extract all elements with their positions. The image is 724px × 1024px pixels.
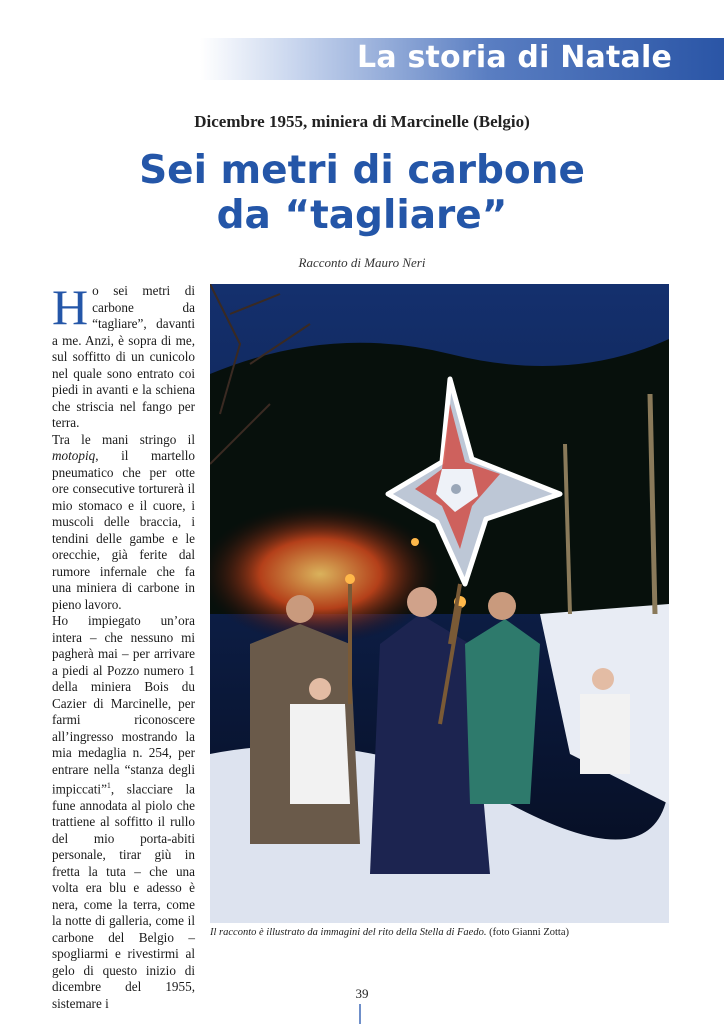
photo-caption xyxy=(210,927,680,938)
section-banner xyxy=(200,38,724,80)
article-kicker: Dicembre 1955, miniera di Marcinelle (Belgio) xyxy=(194,112,530,131)
paragraph-2 xyxy=(52,432,195,614)
paragraph-2-italic: motopiq xyxy=(52,448,96,463)
paragraph-3 xyxy=(52,613,195,1012)
paragraph-2-text-a: Tra le mani stringo il xyxy=(52,431,195,447)
paragraph-1 xyxy=(52,279,195,432)
footnote-marker: 1 xyxy=(106,781,111,790)
headline-line-2: da “tagliare” xyxy=(216,193,508,238)
article-headline xyxy=(0,148,724,238)
bonfire-glow xyxy=(210,504,440,644)
article-body xyxy=(52,279,195,1012)
drop-cap: H xyxy=(52,279,89,335)
paragraph-1-text: o sei metri di carbone da “tagliare”, davanti a me. Anzi, è sopra di me, sul soffitto di un cunicolo nel quale sono entrato coi piedi in avanti e la schiena che striscia nel fango per terra. xyxy=(52,283,195,430)
article-photo xyxy=(210,284,669,923)
caption-credit: (foto Gianni Zotta) xyxy=(489,927,570,938)
paragraph-3-text-a: Ho impiegato un’ora intera – che nessuno mi pagherà mai – per arrivare a piedi al Pozzo numero 1 della miniera Bois du Cazier di Marcinelle, per farmi riconoscere all’ingresso mostrando la mia medaglia n. 254, per entrare nella “stanza degli impiccati” xyxy=(52,613,195,797)
headline-line-1: Sei metri di carbone xyxy=(139,148,585,193)
paragraph-2-text-b: , il martello pneumatico che per otte ore consecutive torturerà il mio stomaco e il cuore, i muscoli delle braccia, i tendini delle gambe e le orecchie, già ferite dal rumore infernale che fa una miniera di carbone in pieno lavoro. xyxy=(52,448,195,612)
article-byline: Racconto di Mauro Neri xyxy=(298,255,426,270)
paragraph-3-text-b: , slacciare la fune annodata al piolo che trattiene al soffitto il rullo del mio porta-abiti personale, tirar giù in fretta la tuta – che una volta era blu e adesso è nera, come la terra, come la notte di galleria, come il carbone del Belgio – spogliarmi e rivestirmi al gelo di questo inizio di dicembre del 1955, sistemare i xyxy=(52,781,195,1011)
page-number: 39 xyxy=(355,986,369,1001)
section-title: La storia di Natale xyxy=(357,40,672,75)
page-rule xyxy=(359,1004,361,1024)
caption-text: Il racconto è illustrato da immagini del rito della Stella di Faedo. xyxy=(210,927,487,938)
photo-illustration xyxy=(210,284,669,923)
